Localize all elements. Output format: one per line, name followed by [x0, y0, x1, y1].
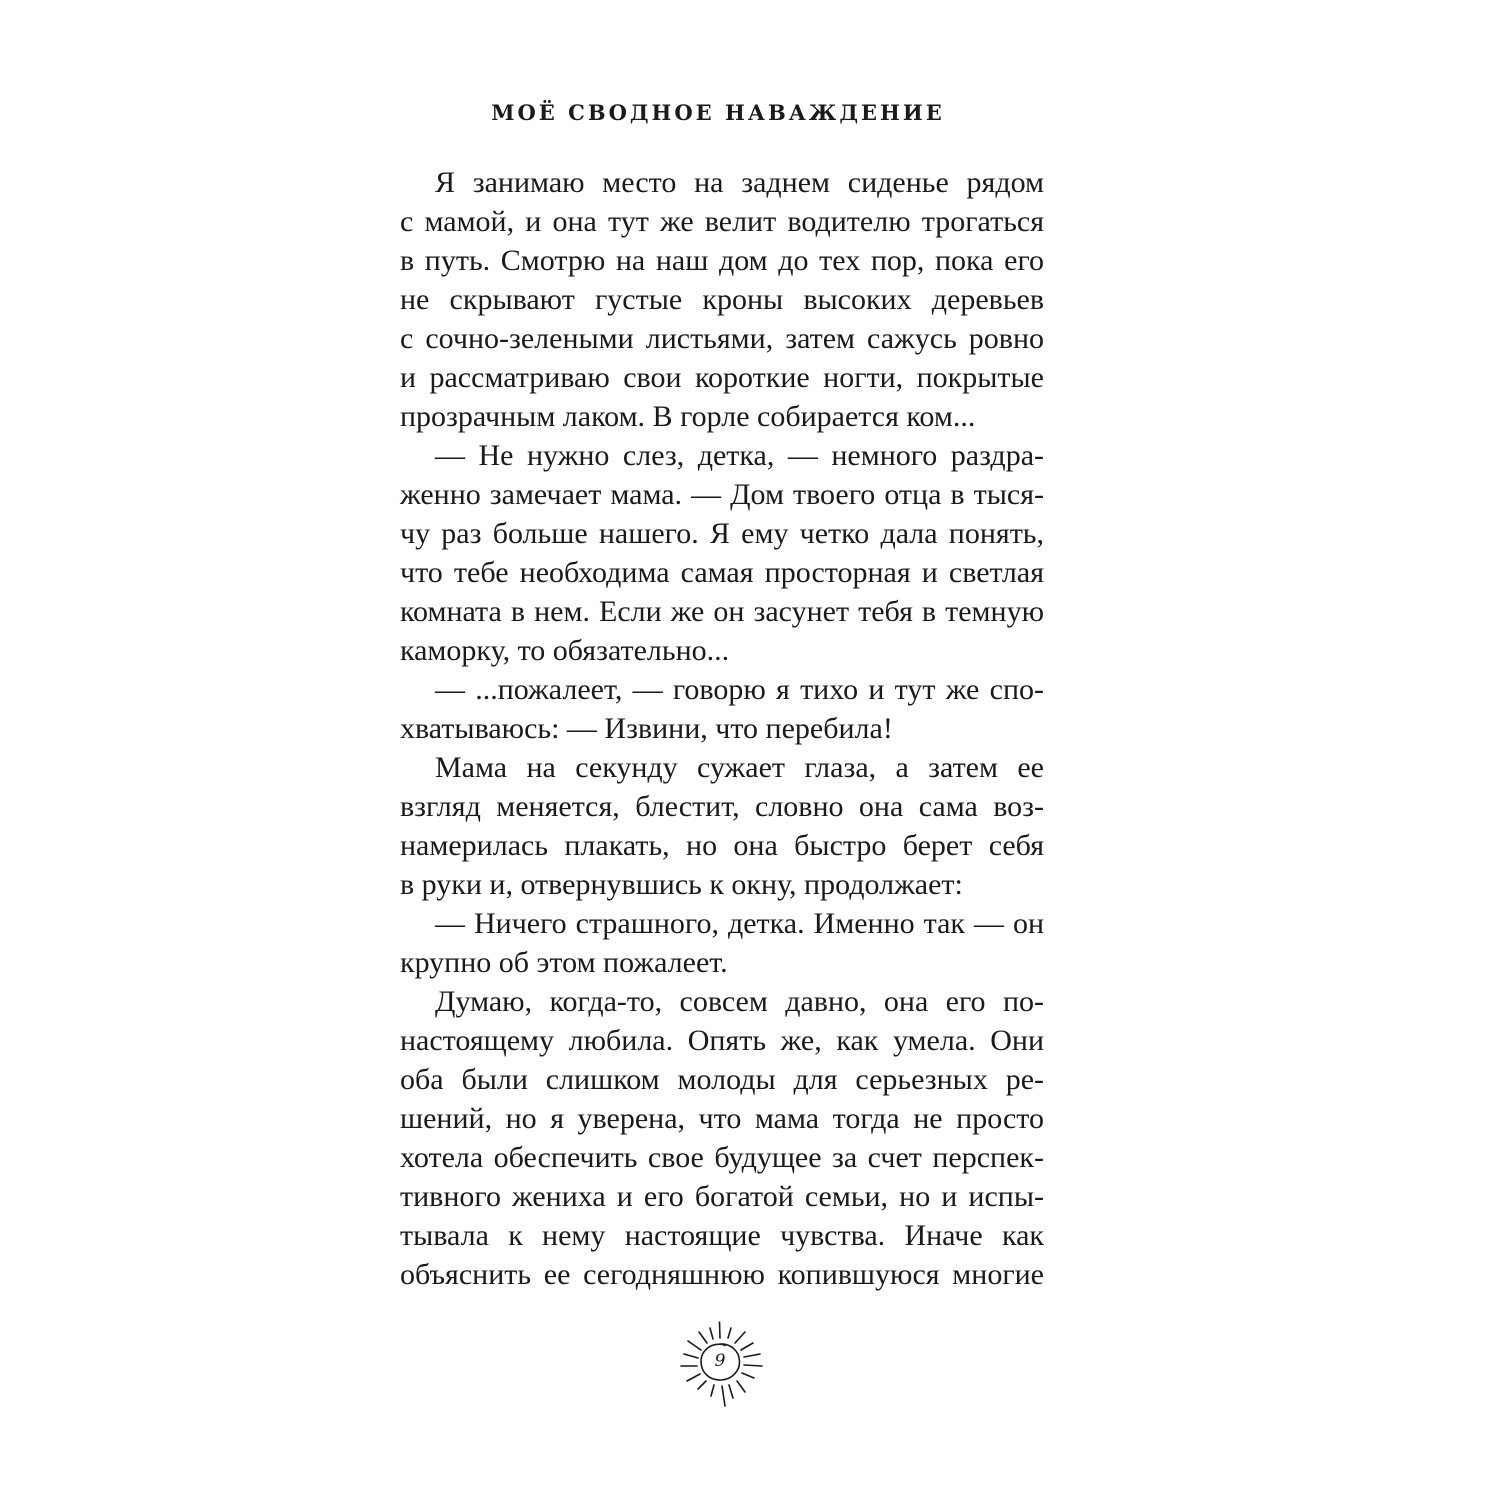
text-line: чу раз больше нашего. Я ему четко дала понять,: [400, 517, 1044, 550]
paragraph: [400, 670, 1044, 748]
running-head: МОЁ СВОДНОЕ НАВАЖДЕНИЕ: [491, 100, 945, 125]
text-line: тывала к нему настоящие чувства. Иначе как: [400, 1219, 1044, 1252]
text-line: — Ничего страшного, детка. Именно так — он: [435, 907, 1044, 940]
text-line: Я занимаю место на заднем сиденье рядом: [435, 166, 1044, 199]
page-folio: [665, 1308, 775, 1418]
text-line: в руки и, отвернувшись к окну, продолжает:: [400, 868, 963, 901]
text-line: в путь. Смотрю на наш дом до тех пор, пока его: [400, 244, 1044, 277]
text-line: каморку, то обязательно...: [400, 634, 730, 667]
text-line: объяснить ее сегодняшнюю копившуюся многие: [400, 1258, 1044, 1291]
text-line: шений, но я уверена, что мама тогда не просто: [400, 1102, 1044, 1135]
text-line: Думаю, когда-то, совсем давно, она его по-: [435, 985, 1044, 1018]
text-line: взгляд меняется, блестит, словно она сама воз-: [400, 790, 1044, 823]
paragraph: [400, 436, 1044, 670]
text-line: что тебе необходима самая просторная и светлая: [400, 556, 1044, 589]
paragraph: [400, 904, 1044, 982]
text-line: с сочно-зелеными листьями, затем сажусь ровно: [400, 322, 1044, 355]
text-line: оба были слишком молоды для серьезных ре-: [400, 1063, 1044, 1096]
text-line: хотела обеспечить свое будущее за счет перспек-: [400, 1141, 1044, 1174]
text-line: и рассматриваю свои короткие ногти, покрытые: [400, 361, 1044, 394]
text-line: не скрывают густые кроны высоких деревьев: [400, 283, 1044, 316]
text-line: комната в нем. Если же он засунет тебя в темную: [400, 595, 1044, 628]
text-line: с мамой, и она тут же велит водителю трогаться: [400, 205, 1044, 238]
paragraph: [400, 982, 1044, 1294]
text-line: — Не нужно слез, детка, — немного раздра-: [435, 439, 1044, 472]
text-line: хватываюсь: — Извини, что перебила!: [400, 712, 893, 745]
text-line: прозрачным лаком. В горле собирается ком...: [400, 400, 976, 433]
text-line: настоящему любила. Опять же, как умела. Они: [400, 1024, 1044, 1057]
text-line: — ...пожалеет, — говорю я тихо и тут же спо-: [435, 673, 1044, 706]
paragraph: [400, 163, 1044, 436]
text-line: крупно об этом пожалеет.: [400, 946, 728, 979]
page-number: 9: [714, 1351, 726, 1371]
text-line: женно замечает мама. — Дом твоего отца в тыся-: [400, 478, 1044, 511]
text-line: Мама на секунду сужает глаза, а затем ее: [435, 751, 1044, 784]
text-line: намерилась плакать, но она быстро берет себя: [400, 829, 1044, 862]
body-text: [400, 163, 1044, 1294]
text-line: тивного жениха и его богатой семьи, но и испы-: [400, 1180, 1044, 1213]
paragraph: [400, 748, 1044, 904]
